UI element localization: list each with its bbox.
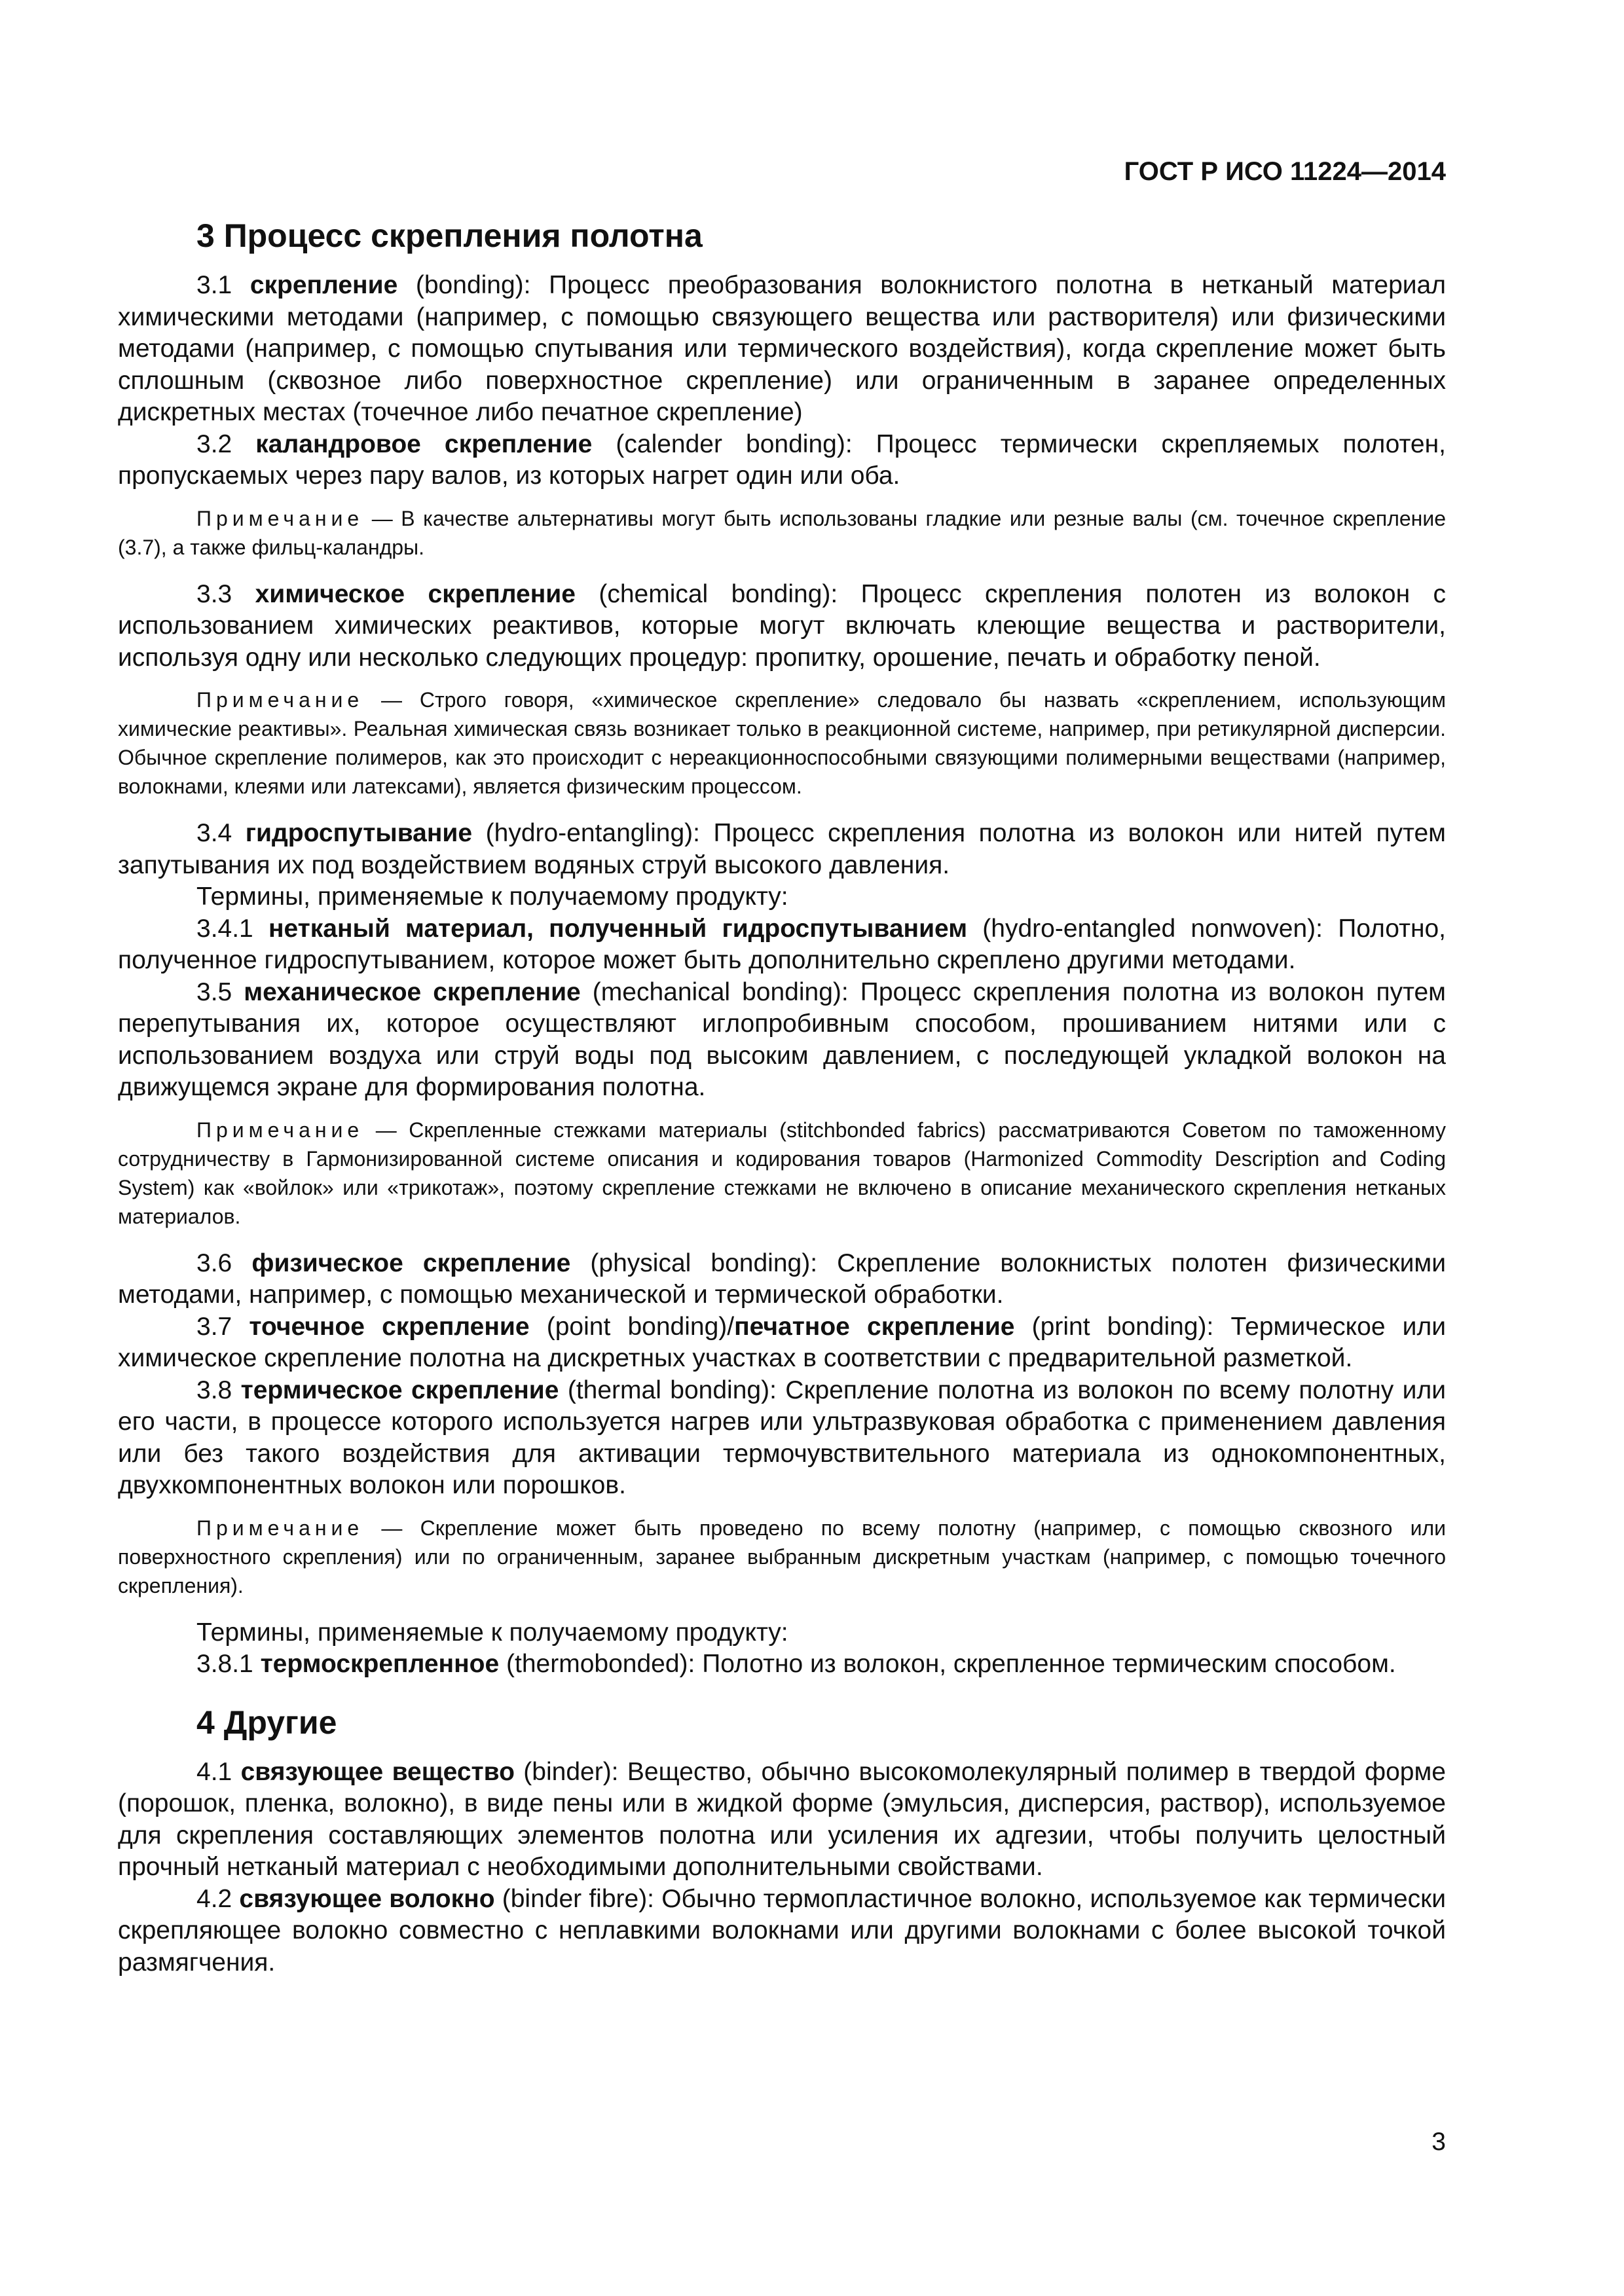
terms-intro-2: Термины, применяемые к получаемому продукту: <box>196 1618 788 1647</box>
term-4-2: 4.2 связующее волокно (binder fibre): Обычно термопластичное волокно, используемое как термически скрепляющее волокно совместно с неплавкими волокнами или другими волокнами с более высокой точкой размягчения. <box>118 1884 1446 1977</box>
term-name-2: печатное скрепление <box>734 1312 1015 1341</box>
term-3-1: 3.1 скрепление (bonding): Процесс преобразования волокнистого полотна в нетканый материал химическими методами (например, с помощью связующего вещества или растворителя) или физическими методами (например, с помощью спутывания или термического воздействия), когда скрепление может быть сплошным (сквозное либо поверхностное скрепление) или ограниченным в заранее определенных дискретных местах (точечное либо печатное скрепление) <box>118 271 1446 426</box>
note-1: Примечание — В качестве альтернативы могут быть использованы гладкие или резные валы (см. точечное скрепление (3.7), а также фильц-каландры. <box>118 506 1446 559</box>
term-name: термическое скрепление <box>240 1376 559 1404</box>
term-3-2: 3.2 каландровое скрепление (calender bonding): Процесс термически скрепляемых полотен, пропускаемых через пару валов, из которых нагрет один или оба. <box>118 429 1446 490</box>
term-3-8-1: 3.8.1 термоскрепленное (thermobonded): Полотно из волокон, скрепленное термическим способом. <box>196 1650 1396 1678</box>
note-label: Примечание <box>196 688 364 712</box>
term-name: точечное скрепление <box>249 1312 530 1341</box>
page-number: 3 <box>1431 2128 1446 2156</box>
term-name: термоскрепленное <box>260 1650 500 1678</box>
note-label: Примечание <box>196 1118 364 1142</box>
term-3-6: 3.6 физическое скрепление (physical bonding): Скрепление волокнистых полотен физическими методами, например, с помощью механической и термической обработки. <box>118 1248 1446 1309</box>
term-3-7: 3.7 точечное скрепление (point bonding)/печатное скрепление (print bonding): Термическое или химическое скрепление полотна на дискретных участках в соответствии с предварительной разметкой. <box>118 1312 1447 1372</box>
term-name: нетканый материал, полученный гидроспутыванием <box>268 914 968 943</box>
terms-intro-1: Термины, применяемые к получаемому продукту: <box>196 883 788 911</box>
note-label: Примечание <box>196 506 364 530</box>
section-3-title: 3 Процесс скрепления полотна <box>196 217 703 254</box>
term-3-3: 3.3 химическое скрепление (chemical bonding): Процесс скрепления полотен из волокон с использованием химических реактивов, которые могут включать клеющие вещества и растворители, используя одну или несколько следующих процедур: пропитку, орошение, печать и обработку пеной. <box>118 579 1446 672</box>
term-3-5: 3.5 механическое скрепление (mechanical bonding): Процесс скрепления полотна из волокон путем перепутывания их, которое осуществляют иглопробивным способом, прошиванием нитями или с использованием воздуха или струй воды под высоким давлением, с последующей укладкой волокон на движущемся экране для формирования полотна. <box>118 977 1446 1101</box>
term-name: механическое скрепление <box>244 977 581 1006</box>
term-3-8: 3.8 термическое скрепление (thermal bonding): Скрепление полотна из волокон по всему полотну или его части, в процессе которого используется нагрев или ультразвуковая обработка с применением давления или без такого воздействия для активации термочувствительного материала из однокомпонентных, двухкомпонентных волокон или порошков. <box>118 1376 1446 1499</box>
term-name: физическое скрепление <box>251 1248 571 1277</box>
term-name: гидроспутывание <box>245 819 473 847</box>
document-body <box>118 216 1446 1978</box>
term-name: химическое скрепление <box>255 579 576 608</box>
note-4: Примечание — Скрепление может быть проведено по всему полотну (например, с помощью сквозного или поверхностного скрепления) или по ограниченным, заранее выбранным дискретным участкам (например, с помощью точечного скрепления). <box>118 1516 1446 1597</box>
note-2: Примечание — Строго говоря, «химическое скрепление» следовало бы назвать «скреплением, использующим химические реактивы». Реальная химическая связь возникает только в реакционной системе, например, при ретикулярной дисперсии. Обычное скрепление полимеров, как это происходит с нереакционноспособными связующими полимерными веществами (например, волокнами, клеями или латексами), является физическим процессом. <box>118 688 1446 798</box>
term-3-4: 3.4 гидроспутывание (hydro-entangling): Процесс скрепления полотна из волокон или нитей путем запутывания их под воздействием водяных струй высокого давления. <box>118 819 1446 879</box>
term-name: скрепление <box>249 271 398 299</box>
term-4-1: 4.1 связующее вещество (binder): Вещество, обычно высокомолекулярный полимер в твердой форме (порошок, пленка, волокно), в виде пены или в жидкой форме (эмульсия, дисперсия, раствор), используемое для скрепления составляющих элементов полотна или усиления их адгезии, чтобы получить целостный прочный нетканый материал с необходимыми дополнительными свойствами. <box>118 1757 1446 1881</box>
section-4-title: 4 Другие <box>196 1704 337 1741</box>
note-label: Примечание <box>196 1516 364 1540</box>
note-3: Примечание — Скрепленные стежками материалы (stitchbonded fabrics) рассматриваются Советом по таможенному сотрудничеству в Гармонизированной системе описания и кодирования товаров (Harmonized Commodity Description and Coding System) как «войлок» или «трикотаж», поэтому скрепление стежками не включено в описание механического скрепления нетканых материалов. <box>118 1118 1446 1228</box>
term-3-4-1: 3.4.1 нетканый материал, полученный гидроспутыванием (hydro-entangled nonwoven): Полотно, полученное гидроспутыванием, которое может быть дополнительно скреплено другими методами. <box>118 914 1447 974</box>
term-name: каландровое скрепление <box>255 429 593 458</box>
document-header: ГОСТ Р ИСО 11224—2014 <box>1124 157 1446 186</box>
term-name: связующее вещество <box>240 1757 515 1786</box>
term-name: связующее волокно <box>239 1884 495 1913</box>
